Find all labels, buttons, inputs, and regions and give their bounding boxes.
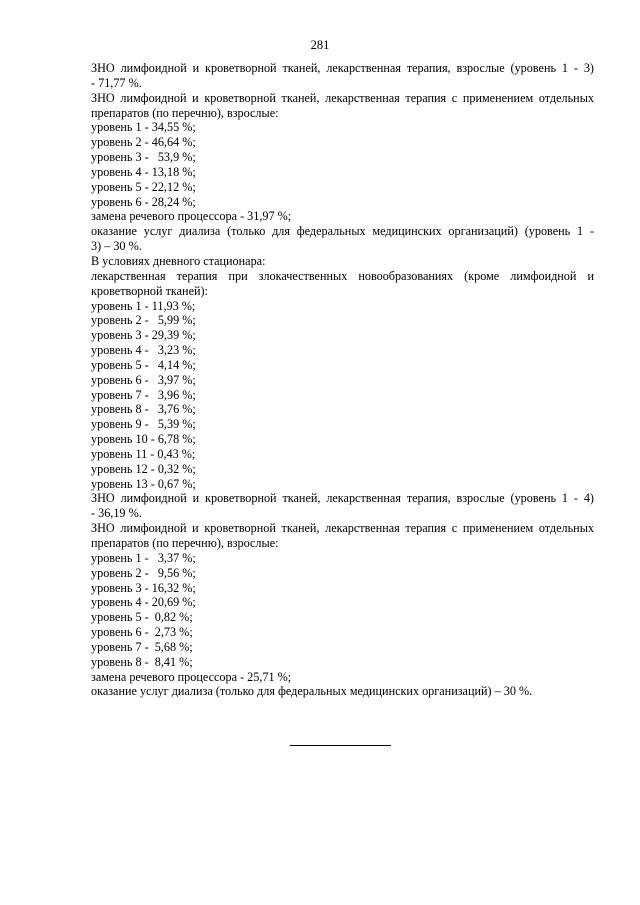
text-line: - 36,19 %. (91, 506, 142, 521)
text-line: замена речевого процессора - 31,97 %; (91, 209, 292, 224)
footer-divider (290, 745, 391, 746)
text-line: уровень 12 - 0,32 %; (91, 461, 196, 476)
text-line: ЗНО лимфоидной и кроветворной тканей, лекарственная терапия с применением отдельных (91, 521, 594, 536)
text-line: уровень 6 - 2,73 %; (91, 625, 193, 640)
text-line: уровень 2 - 9,56 %; (91, 565, 196, 580)
text-line: уровень 5 - 0,82 %; (91, 610, 193, 625)
page-number: 281 (310, 38, 330, 52)
text-line: уровень 1 - 3,37 %; (91, 550, 196, 565)
text-line: уровень 1 - 11,93 %; (91, 298, 196, 313)
text-line: уровень 7 - 5,68 %; (91, 639, 193, 654)
text-line: уровень 8 - 8,41 %; (91, 654, 193, 669)
text-line: лекарственная терапия при злокачественных новообразованиях (кроме лимфоидной и (91, 268, 594, 283)
text-line: уровень 6 - 3,97 %; (91, 372, 196, 387)
text-line: уровень 5 - 4,14 %; (91, 357, 196, 372)
text-line: уровень 11 - 0,43 %; (91, 446, 196, 461)
text-line: препаратов (по перечню), взрослые: (91, 105, 279, 120)
text-line: уровень 8 - 3,76 %; (91, 402, 196, 417)
text-line: ЗНО лимфоидной и кроветворной тканей, лекарственная терапия, взрослые (уровень 1 - 3) (91, 61, 594, 75)
text-line: ЗНО лимфоидной и кроветворной тканей, лекарственная терапия с применением отдельных (91, 90, 594, 105)
text-line: уровень 13 - 0,67 %; (91, 476, 196, 491)
text-line: уровень 2 - 46,64 %; (91, 135, 196, 150)
text-line: уровень 6 - 28,24 %; (91, 194, 196, 209)
text-line: 3) – 30 %. (91, 239, 142, 254)
text-line: уровень 4 - 13,18 %; (91, 164, 196, 179)
document-body (91, 61, 594, 699)
text-line: уровень 9 - 5,39 %; (91, 417, 196, 432)
text-line: кроветворной тканей): (91, 283, 208, 298)
text-line: уровень 7 - 3,96 %; (91, 387, 196, 402)
text-line: уровень 4 - 20,69 %; (91, 595, 196, 610)
text-line: оказание услуг диализа (только для федеральных медицинских организаций) (уровень 1 - (91, 224, 594, 239)
text-line: замена речевого процессора - 25,71 %; (91, 669, 292, 684)
text-line: уровень 5 - 22,12 %; (91, 179, 196, 194)
text-line: - 71,77 %. (91, 75, 142, 90)
text-line: уровень 4 - 3,23 %; (91, 343, 196, 358)
text-line: уровень 10 - 6,78 %; (91, 432, 196, 447)
text-line: оказание услуг диализа (только для федеральных медицинских организаций) – 30 %. (91, 684, 533, 699)
text-line: уровень 2 - 5,99 %; (91, 313, 196, 328)
text-line: уровень 3 - 53,9 %; (91, 150, 196, 165)
text-line: В условиях дневного стационара: (91, 253, 266, 268)
text-line: уровень 1 - 34,55 %; (91, 120, 196, 135)
text-line: уровень 3 - 16,32 %; (91, 580, 196, 595)
text-line: ЗНО лимфоидной и кроветворной тканей, лекарственная терапия, взрослые (уровень 1 - 4) (91, 491, 594, 506)
text-line: препаратов (по перечню), взрослые: (91, 536, 279, 550)
text-line: уровень 3 - 29,39 %; (91, 328, 196, 343)
